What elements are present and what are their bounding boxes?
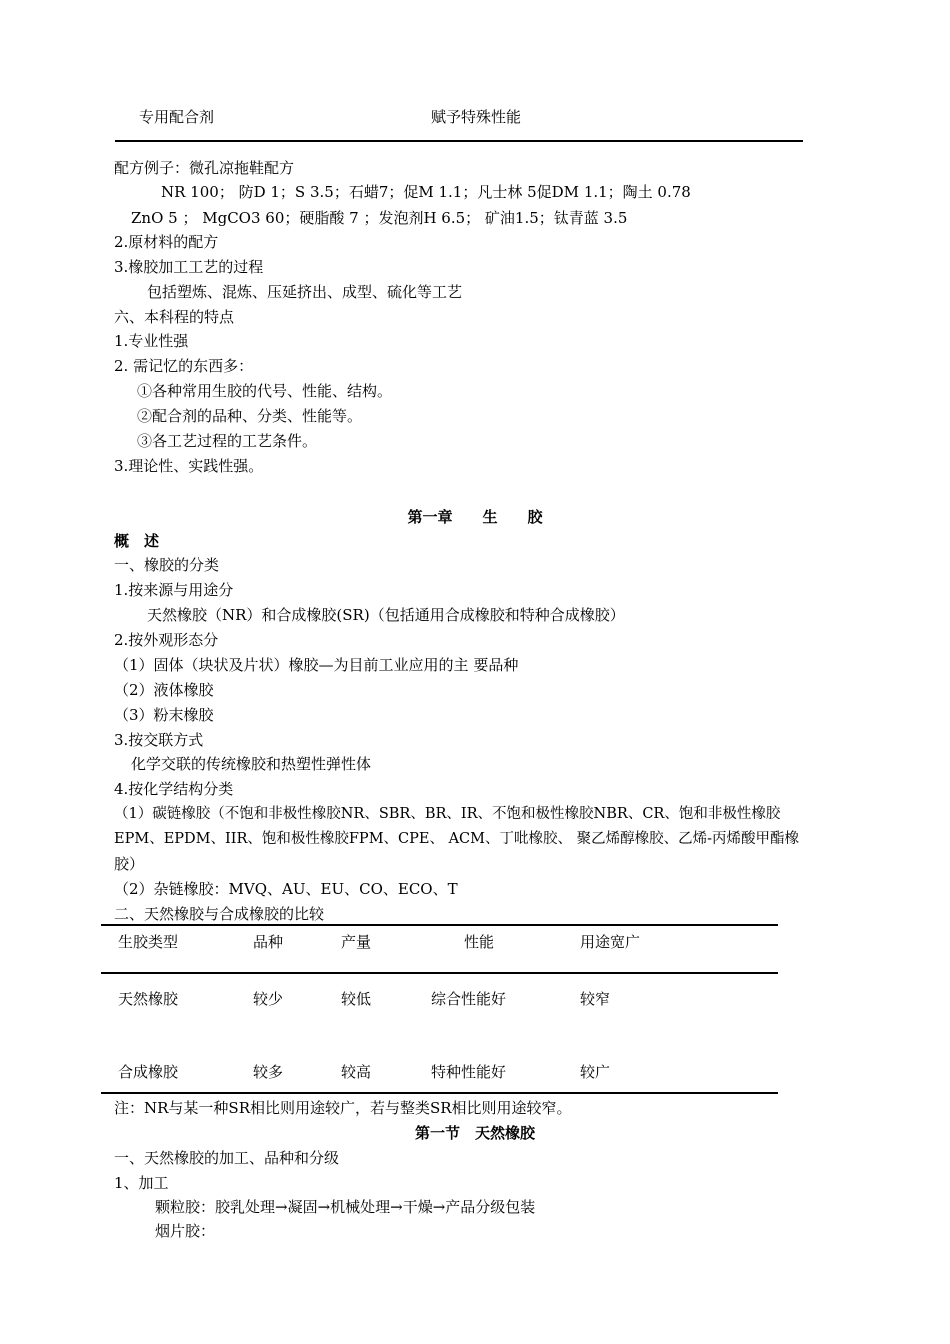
compare-title: 二、天然橡胶与合成橡胶的比较	[114, 905, 325, 923]
text-line: 烟片胶：	[155, 1222, 216, 1240]
top-row-left: 专用配合剂	[139, 108, 215, 126]
table-cell: 合成橡胶	[118, 1063, 179, 1081]
text-line: 3.橡胶加工工艺的过程	[114, 258, 264, 276]
text-line: 4.按化学结构分类	[114, 780, 234, 798]
table-header-cell: 产量	[341, 933, 372, 951]
formula-line-1: NR 100； 防D 1；S 3.5；石蜡7；促M 1.1；凡士林 5促DM 1.1；陶土 0.78	[161, 183, 691, 201]
heading-course-features: 六、本科程的特点	[114, 308, 235, 326]
list-item: ③各工艺过程的工艺条件。	[137, 432, 318, 450]
table-cell: 较窄	[580, 990, 611, 1008]
table-header-cell: 品种	[253, 933, 284, 951]
formula-line-2: ZnO 5 ； MgCO3 60；硬脂酸 7 ；发泡剂H 6.5； 矿油1.5；钛青蓝 3.5	[131, 209, 628, 227]
text-line: 1、加工	[114, 1174, 169, 1192]
text-line: 3.理论性、实践性强。	[114, 457, 264, 475]
table-top-rule	[101, 924, 778, 926]
hetero-chain-line: （2）杂链橡胶：MVQ、AU、EU、CO、ECO、T	[114, 880, 458, 898]
text-line: （1）固体（块状及片状）橡胶—为目前工业应用的主 要品种	[114, 656, 519, 674]
text-line: （2）液体橡胶	[114, 681, 214, 699]
formula-example-title: 配方例子：微孔凉拖鞋配方	[114, 159, 295, 177]
table-cell: 较多	[253, 1063, 284, 1081]
paragraph-carbon-chain-2: EPM、EPDM、IIR、饱和极性橡胶FPM、CPE、 ACM、丁吡橡胶、 聚乙烯醇橡胶、乙烯-丙烯酸甲酯橡	[114, 831, 800, 847]
text-line: 1.按来源与用途分	[114, 581, 234, 599]
list-item: ②配合剂的品种、分类、性能等。	[137, 407, 363, 425]
text-line: 一、橡胶的分类	[114, 556, 220, 574]
text-line: （3）粉末橡胶	[114, 706, 214, 724]
text-line: 颗粒胶：胶乳处理→凝固→机械处理→干燥→产品分级包装	[155, 1198, 536, 1216]
top-row-right: 赋予特殊性能	[431, 108, 522, 126]
text-line: 2.原材料的配方	[114, 233, 219, 251]
text-line: 2.按外观形态分	[114, 631, 219, 649]
table-header-cell: 用途宽广	[580, 933, 641, 951]
table-cell: 天然橡胶	[118, 990, 179, 1008]
text-line: 1.专业性强	[114, 332, 189, 350]
table-bottom-rule	[101, 1092, 778, 1094]
section-title: 第一节 天然橡胶	[414, 1124, 535, 1142]
table-cell: 综合性能好	[431, 990, 507, 1008]
table-cell: 较低	[341, 990, 372, 1008]
text-line: 包括塑炼、混炼、压延挤出、成型、硫化等工艺	[147, 283, 463, 301]
table-header-cell: 生胶类型	[118, 933, 179, 951]
paragraph-carbon-chain-3: 胶）	[114, 855, 145, 873]
table-cell: 较少	[253, 990, 284, 1008]
text-line: 天然橡胶（NR）和合成橡胶(SR)（包括通用合成橡胶和特种合成橡胶）	[147, 606, 625, 624]
table-note: 注：NR与某一种SR相比则用途较广，若与整类SR相比则用途较窄。	[114, 1099, 572, 1117]
top-rule	[115, 140, 803, 142]
text-line: 3.按交联方式	[114, 731, 204, 749]
text-line: 化学交联的传统橡胶和热塑性弹性体	[131, 755, 372, 773]
overview-title: 概 述	[114, 532, 160, 550]
table-cell: 较广	[580, 1063, 611, 1081]
paragraph-carbon-chain-1: （1）碳链橡胶（不饱和非极性橡胶NR、SBR、BR、IR、不饱和极性橡胶NBR、CR、饱和非极性橡胶	[114, 806, 781, 822]
text-line: 一、天然橡胶的加工、品种和分级	[114, 1149, 340, 1167]
list-item: ①各种常用生胶的代号、性能、结构。	[137, 382, 393, 400]
table-header-rule	[101, 972, 778, 974]
table-header-cell: 性能	[464, 933, 495, 951]
text-line: 2. 需记忆的东西多：	[114, 357, 254, 375]
table-cell: 较高	[341, 1063, 372, 1081]
chapter-title: 第一章 生 胶	[407, 508, 543, 526]
table-cell: 特种性能好	[431, 1063, 507, 1081]
